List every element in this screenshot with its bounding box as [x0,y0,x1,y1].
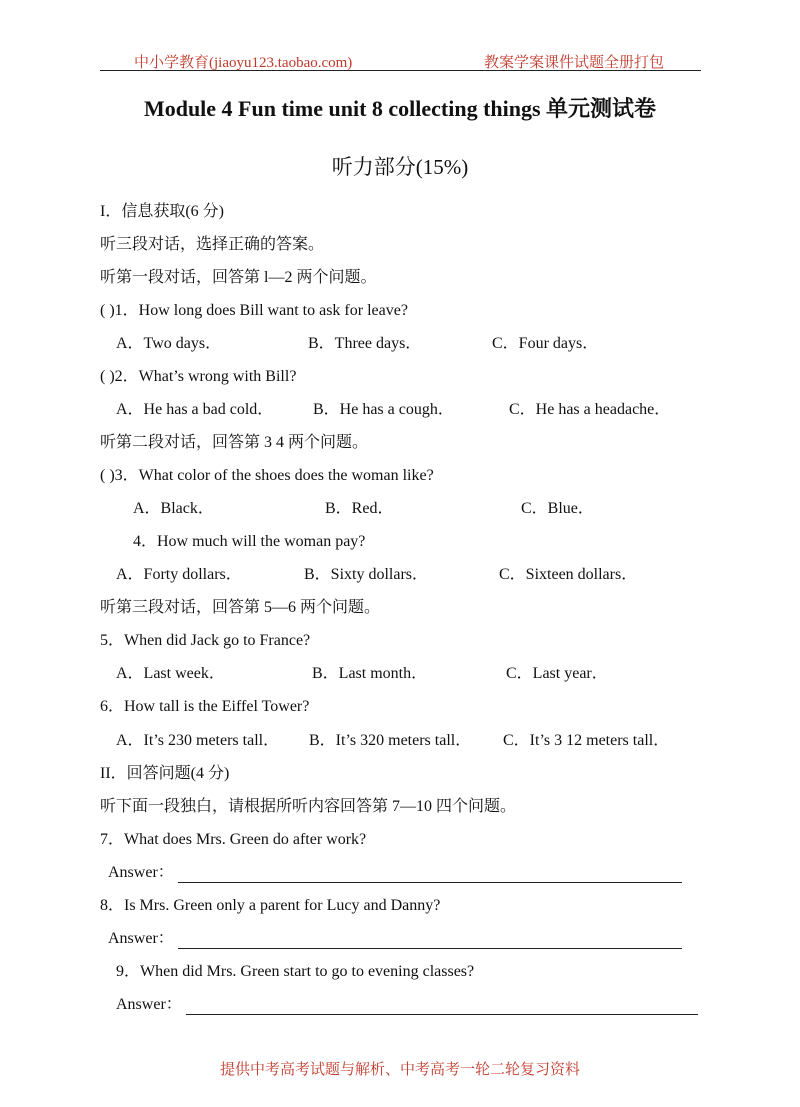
footer-promo-text: 提供中考高考试题与解析、中考高考一轮二轮复习资料 [219,1062,580,1078]
instruction-5: 听下面一段独白，请根据所听内容回答第 7—10 四个问题。 [100,798,517,815]
question-1: ( )1．How long does Bill want to ask for leave? [100,302,408,319]
q7-answer-blank[interactable] [178,882,682,883]
q5-option-a: A．Last week． [116,665,225,682]
q2-option-b: B．He has a cough． [313,401,454,418]
question-5: 5．When did Jack go to France? [100,632,311,649]
q7-answer-label: Answer： [108,864,174,881]
q8-answer-label: Answer： [108,930,174,947]
question-6: 6．How tall is the Eiffel Tower? [100,698,310,715]
question-9: 9．When did Mrs. Green start to go to evening classes? [116,963,475,980]
q3-option-b: B．Red． [325,500,394,517]
instruction-2: 听第一段对话，回答第 l—2 两个问题。 [100,269,377,286]
q6-option-a: A．It’s 230 meters tall． [116,732,280,749]
page-title: Module 4 Fun time unit 8 collecting things 单元测试卷 [143,96,657,121]
instruction-1: 听三段对话，选择正确的答案。 [100,236,325,253]
header-source-text: 中小学教育(jiaoyu123.taobao.com) [134,55,353,71]
q4-option-b: B．Sixty dollars． [304,566,429,583]
q3-option-c: C．Blue． [521,500,594,517]
q9-answer-blank[interactable] [186,1014,698,1015]
question-3: ( )3．What color of the shoes does the woman like? [100,467,434,484]
q8-answer-blank[interactable] [178,948,682,949]
section-2-heading: II．回答问题(4 分) [100,765,230,782]
instruction-4: 听第三段对话，回答第 5—6 两个问题。 [100,599,381,616]
q5-option-c: C．Last year． [506,665,608,682]
q3-option-a: A．Black． [133,500,214,517]
q4-option-a: A．Forty dollars． [116,566,242,583]
q9-answer-label: Answer： [116,996,182,1013]
question-7: 7．What does Mrs. Green do after work? [100,831,367,848]
q6-option-b: B．It’s 320 meters tall． [309,732,472,749]
question-8: 8．Is Mrs. Green only a parent for Lucy and Danny? [100,897,441,914]
q1-option-b: B．Three days． [308,335,422,352]
instruction-3: 听第二段对话，回答第 3 4 两个问题。 [100,434,369,451]
q2-option-a: A．He has a bad cold． [116,401,274,418]
section-1-heading: I．信息获取(6 分) [100,203,224,220]
header-divider [100,70,701,71]
q1-option-c: C．Four days． [492,335,599,352]
q6-option-c: C．It’s 3 12 meters tall． [503,732,670,749]
q2-option-c: C．He has a headache． [509,401,671,418]
header-slogan-text: 教案学案课件试题全册打包 [484,55,665,71]
q1-option-a: A．Two days． [116,335,222,352]
question-2: ( )2．What’s wrong with Bill? [100,368,297,385]
question-4: 4．How much will the woman pay? [133,533,366,550]
q5-option-b: B．Last month． [312,665,428,682]
section-subtitle: 听力部分(15%) [331,155,469,179]
q4-option-c: C．Sixteen dollars． [499,566,638,583]
